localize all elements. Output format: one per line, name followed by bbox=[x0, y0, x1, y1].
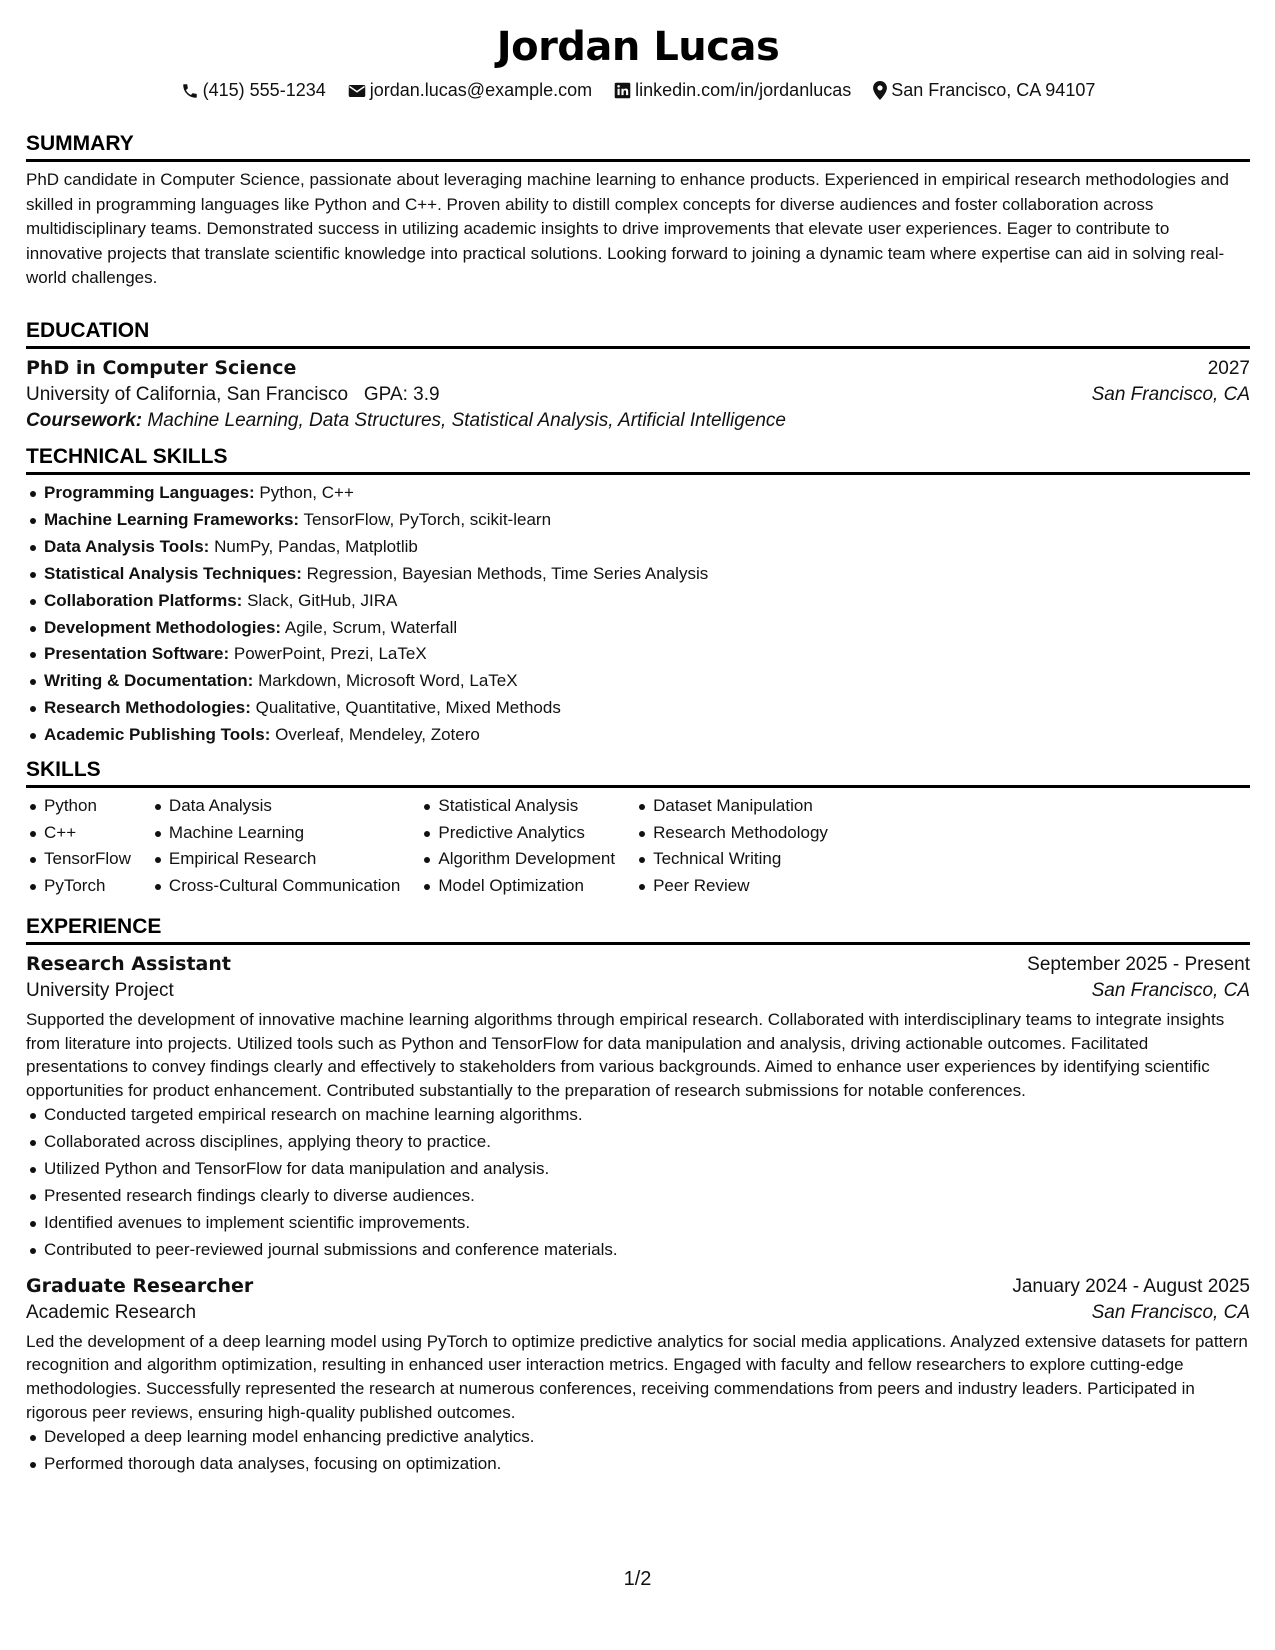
experience-heading: EXPERIENCE bbox=[26, 915, 162, 938]
skill-item: Technical Writing bbox=[635, 846, 828, 873]
education-section bbox=[26, 317, 1250, 432]
skill-item: Python bbox=[26, 793, 131, 820]
coursework-line bbox=[26, 410, 1250, 432]
job-bullet-item: Presented research findings clearly to diverse audiences. bbox=[26, 1183, 1250, 1210]
technical-skill-label: Statistical Analysis Techniques: bbox=[44, 563, 302, 583]
section-divider bbox=[26, 942, 1250, 945]
job-bullet-item: Developed a deep learning model enhancing predictive analytics. bbox=[26, 1424, 1250, 1451]
technical-skill-item bbox=[26, 480, 1250, 507]
technical-skill-value: NumPy, Pandas, Matplotlib bbox=[214, 536, 418, 556]
technical-skill-label: Presentation Software: bbox=[44, 644, 230, 664]
location-text: San Francisco, CA 94107 bbox=[891, 80, 1096, 100]
summary-text: PhD candidate in Computer Science, passionate about leveraging machine learning to enhance products. Experienced in empirical research methodologies and skilled in programming languages like Python and C++. Proven ability to distill complex concepts for diverse audiences and foster collaboration across multidisciplinary teams. Demonstrated success in utilizing academic insights to drive improvements that elevate user experiences. Eager to contribute to innovative projects that translate scientific knowledge into practical solutions. Looking forward to joining a dynamic team where expertise can aid in solving real-world challenges. bbox=[26, 170, 1230, 287]
job-title: Research Assistant bbox=[26, 953, 231, 975]
skill-item: PyTorch bbox=[26, 873, 131, 900]
section-divider bbox=[26, 785, 1250, 788]
section-divider bbox=[26, 472, 1250, 475]
page-number: 1/2 bbox=[623, 1568, 652, 1590]
technical-skill-value: Agile, Scrum, Waterfall bbox=[284, 617, 458, 637]
technical-skill-value: Python, C++ bbox=[259, 483, 354, 502]
contact-linkedin[interactable] bbox=[614, 80, 851, 101]
skill-item: TensorFlow bbox=[26, 846, 131, 873]
skills-heading: SKILLS bbox=[26, 758, 101, 781]
technical-skill-label: Data Analysis Tools: bbox=[44, 536, 210, 556]
technical-skill-value: Regression, Bayesian Methods, Time Series Analysis bbox=[306, 563, 709, 583]
coursework-list: Machine Learning, Data Structures, Statistical Analysis, Artificial Intelligence bbox=[147, 410, 786, 431]
technical-skill-value: Markdown, Microsoft Word, LaTeX bbox=[258, 671, 518, 691]
job-bullet-item: Identified avenues to implement scientific improvements. bbox=[26, 1210, 1250, 1237]
technical-skills-heading: TECHNICAL SKILLS bbox=[26, 445, 228, 468]
email-text: jordan.lucas@example.com bbox=[369, 80, 593, 100]
job-bullets bbox=[26, 1102, 1250, 1263]
experience-section bbox=[26, 913, 1250, 1478]
technical-skill-label: Collaboration Platforms: bbox=[44, 590, 243, 610]
skill-item: Research Methodology bbox=[635, 820, 828, 847]
technical-skill-item bbox=[26, 668, 1250, 695]
phone-text: (415) 555-1234 bbox=[202, 80, 326, 100]
technical-skill-item bbox=[26, 507, 1250, 534]
job-bullets bbox=[26, 1424, 1250, 1478]
summary-heading: SUMMARY bbox=[26, 132, 134, 155]
linkedin-icon bbox=[614, 82, 631, 99]
candidate-name: Jordan Lucas bbox=[496, 24, 780, 70]
education-school-row bbox=[26, 384, 1250, 406]
job-title-row bbox=[26, 1275, 1250, 1298]
contact-location bbox=[873, 80, 1095, 101]
envelope-icon bbox=[348, 83, 366, 99]
technical-skill-label: Writing & Documentation: bbox=[44, 671, 254, 691]
job-title: Graduate Researcher bbox=[26, 1274, 254, 1297]
skill-item: Cross-Cultural Communication bbox=[151, 873, 400, 900]
technical-skill-label: Development Methodologies: bbox=[44, 617, 282, 637]
skill-item: Dataset Manipulation bbox=[635, 793, 828, 820]
skills-column bbox=[420, 793, 615, 899]
skills-grid bbox=[26, 793, 1250, 899]
technical-skill-label: Research Methodologies: bbox=[44, 698, 251, 718]
technical-skill-label: Academic Publishing Tools: bbox=[44, 725, 271, 745]
coursework-label: Coursework: bbox=[26, 410, 143, 431]
job-location: San Francisco, CA bbox=[1091, 1301, 1250, 1323]
section-divider bbox=[26, 346, 1250, 349]
skill-item: Algorithm Development bbox=[420, 846, 615, 873]
experience-entry bbox=[26, 953, 1250, 1264]
technical-skill-value: Slack, GitHub, JIRA bbox=[247, 590, 398, 610]
technical-skill-item bbox=[26, 695, 1250, 722]
skill-item: Model Optimization bbox=[420, 873, 615, 900]
skill-item: Predictive Analytics bbox=[420, 820, 615, 847]
skill-item: Machine Learning bbox=[151, 820, 400, 847]
job-dates: January 2024 - August 2025 bbox=[1012, 1275, 1250, 1297]
job-org-row bbox=[26, 1302, 1250, 1324]
job-organization: Academic Research bbox=[26, 1301, 197, 1323]
school-and-gpa: University of California, San Francisco GPA: 3.9 bbox=[26, 384, 440, 405]
skills-section bbox=[26, 756, 1250, 899]
experience-entry bbox=[26, 1275, 1250, 1478]
job-location: San Francisco, CA bbox=[1091, 980, 1250, 1001]
contact-bar bbox=[26, 80, 1250, 101]
skills-column bbox=[635, 793, 828, 899]
linkedin-text: linkedin.com/in/jordanlucas bbox=[635, 80, 852, 100]
degree-title: PhD in Computer Science bbox=[26, 357, 297, 379]
technical-skill-item bbox=[26, 561, 1250, 588]
technical-skill-value: TensorFlow, PyTorch, scikit-learn bbox=[303, 509, 552, 529]
job-bullet-item: Collaborated across disciplines, applying theory to practice. bbox=[26, 1129, 1250, 1156]
job-description: Supported the development of innovative machine learning algorithms through empirical research. Collaborated with interdisciplinary teams to integrate insights from literature into projects. Utilized tools such as Python and TensorFlow for data manipulation and analysis, driving actionable outcomes. Facilitated presentations to convey findings clearly and effectively to stakeholders from various backgrounds. Aimed to enhance user experiences by identifying scientific opportunities for product enhancement. Contributed substantially to the preparation of research submissions for notable conferences. bbox=[26, 1010, 1225, 1100]
skill-item: Data Analysis bbox=[151, 793, 400, 820]
technical-skill-item bbox=[26, 641, 1250, 668]
job-bullet-item: Performed thorough data analyses, focusing on optimization. bbox=[26, 1451, 1250, 1478]
job-dates: September 2025 - Present bbox=[1027, 954, 1250, 975]
job-title-row bbox=[26, 953, 1250, 976]
skill-item: Statistical Analysis bbox=[420, 793, 615, 820]
skills-column bbox=[151, 793, 400, 899]
job-bullet-item: Utilized Python and TensorFlow for data manipulation and analysis. bbox=[26, 1156, 1250, 1183]
skill-item: Empirical Research bbox=[151, 846, 400, 873]
job-bullet-item: Contributed to peer-reviewed journal submissions and conference materials. bbox=[26, 1237, 1250, 1264]
skill-item: C++ bbox=[26, 820, 131, 847]
graduation-year: 2027 bbox=[1207, 358, 1250, 379]
technical-skill-item bbox=[26, 722, 1250, 749]
technical-skill-value: Qualitative, Quantitative, Mixed Methods bbox=[255, 698, 561, 718]
summary-section bbox=[26, 130, 1250, 291]
school-location: San Francisco, CA bbox=[1091, 384, 1250, 405]
technical-skill-item bbox=[26, 534, 1250, 561]
job-org-row bbox=[26, 980, 1250, 1002]
technical-skill-label: Machine Learning Frameworks: bbox=[44, 509, 300, 529]
job-organization: University Project bbox=[26, 980, 174, 1001]
section-divider bbox=[26, 159, 1250, 162]
technical-skill-value: Overleaf, Mendeley, Zotero bbox=[275, 725, 480, 745]
contact-email[interactable] bbox=[348, 80, 592, 101]
map-pin-icon bbox=[873, 81, 887, 100]
contact-phone[interactable] bbox=[181, 80, 326, 101]
technical-skill-value: PowerPoint, Prezi, LaTeX bbox=[233, 644, 427, 664]
technical-skill-label: Programming Languages: bbox=[44, 483, 255, 502]
technical-skills-list bbox=[26, 480, 1250, 749]
technical-skills-section bbox=[26, 443, 1250, 749]
job-bullet-item: Conducted targeted empirical research on machine learning algorithms. bbox=[26, 1102, 1250, 1129]
resume-page bbox=[26, 0, 1250, 1650]
job-description: Led the development of a deep learning model using PyTorch to optimize predictive analytics for social media applications. Analyzed extensive datasets for pattern recognition and algorithm optimization, resulting in enhanced user interaction metrics. Engaged with faculty and fellow researchers to explore cutting-edge methodologies. Successfully represented the research at numerous conferences, receiving commendations from peers and industry leaders. Participated in rigorous peer reviews, ensuring high-quality published outcomes. bbox=[26, 1331, 1248, 1422]
skill-item: Peer Review bbox=[635, 873, 828, 900]
technical-skill-item bbox=[26, 615, 1250, 642]
phone-icon bbox=[181, 82, 199, 100]
education-degree-row bbox=[26, 357, 1250, 380]
technical-skill-item bbox=[26, 588, 1250, 615]
skills-column bbox=[26, 793, 131, 899]
education-heading: EDUCATION bbox=[26, 319, 150, 342]
